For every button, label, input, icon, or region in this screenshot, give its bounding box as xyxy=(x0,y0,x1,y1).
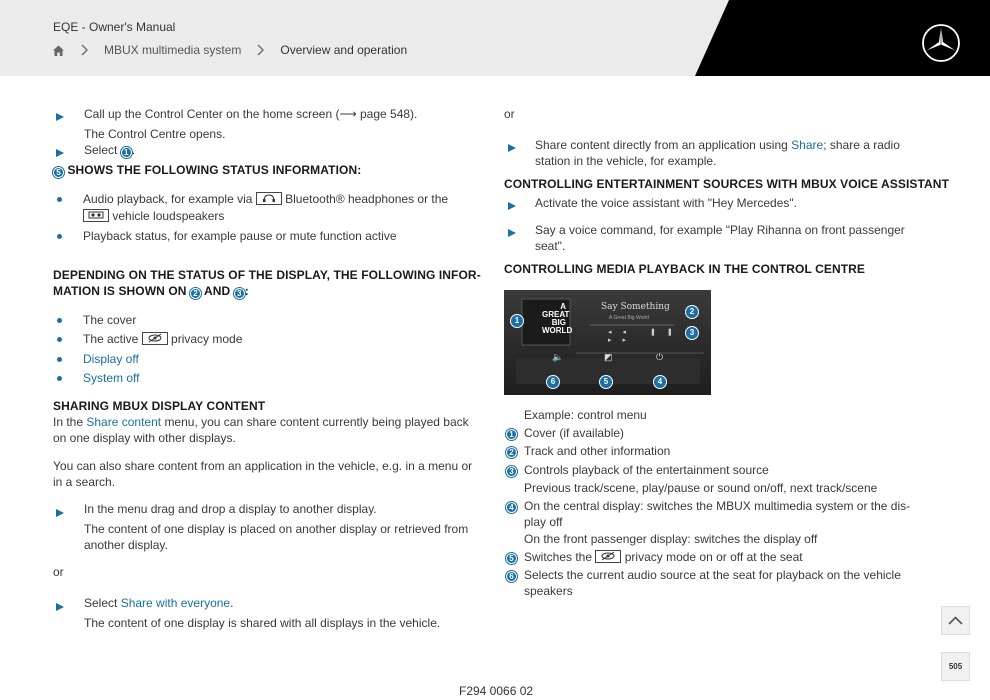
system-off-link[interactable]: System off xyxy=(83,371,140,385)
bullet-text: The cover xyxy=(83,313,137,327)
step-text: Select Share with everyone. xyxy=(84,596,234,610)
step-text: Activate the voice assistant with "Hey Mercedes". xyxy=(535,196,797,210)
bullet-dot xyxy=(57,357,62,362)
vehicle-loudspeakers-icon xyxy=(83,209,109,222)
section-heading: CONTROLLING ENTERTAINMENT SOURCES WITH MBUX VOICE ASSISTANT xyxy=(504,177,950,191)
step-arrow-icon xyxy=(56,600,64,608)
bullet-dot xyxy=(57,376,62,381)
callout-mark: 2 xyxy=(686,306,698,318)
callout-mark: 1 xyxy=(511,315,523,327)
step-text: Say a voice command, for example "Play Rihanna on front passenger xyxy=(535,223,905,237)
legend-badge: 3 xyxy=(506,466,517,477)
callout-badge: 5 xyxy=(53,167,64,178)
bullet-dot xyxy=(57,234,62,239)
or-separator: or xyxy=(53,565,64,579)
bullet-dot xyxy=(57,337,62,342)
callout-mark: 6 xyxy=(547,376,559,388)
callout-mark: 5 xyxy=(600,376,612,388)
callout-mark: 4 xyxy=(654,376,666,388)
step-result-continued: another display. xyxy=(84,538,168,552)
step-text: Select 1 . xyxy=(84,143,136,157)
legend-text: On the central display: switches the MBUX multimedia system or the dis- xyxy=(524,499,911,513)
legend-badge: 4 xyxy=(506,502,517,513)
breadcrumb-item-overview[interactable]: Overview and operation xyxy=(280,43,408,57)
bullet-text: Playback status, for example pause or mute function active xyxy=(83,229,397,243)
step-result: The content of one display is shared with all displays in the vehicle. xyxy=(84,616,441,630)
chevron-right-icon xyxy=(255,44,265,56)
legend-text: Selects the current audio source at the seat for playback on the vehicle xyxy=(524,568,901,582)
share-with-everyone-link[interactable]: Share with everyone xyxy=(120,596,231,610)
page-header xyxy=(0,0,990,76)
privacy-mode-icon xyxy=(595,550,621,563)
legend-text: Controls playback of the entertainment source xyxy=(524,463,769,477)
playback-controls: ◂◂ ❚❚ ▸▸ xyxy=(608,329,684,344)
chevron-up-icon xyxy=(942,607,969,634)
track-title: Say Something xyxy=(601,302,670,312)
legend-badge: 5 xyxy=(506,553,517,564)
section-heading: DEPENDING ON THE STATUS OF THE DISPLAY, THE FOLLOWING INFOR- xyxy=(53,268,481,282)
track-artist: A Great Big World xyxy=(609,315,649,321)
document-title: EQE - Owner's Manual xyxy=(53,20,176,34)
step-text-continued: station in the vehicle, for example. xyxy=(535,154,717,168)
bullet-dot xyxy=(57,197,62,202)
paragraph-continued: on one display with other displays. xyxy=(53,431,236,445)
step-text: In the menu drag and drop a display to another display. xyxy=(84,502,377,516)
share-link[interactable]: Share xyxy=(791,138,824,152)
display-off-link[interactable]: Display off xyxy=(83,352,139,366)
section-heading-continued: MATION IS SHOWN ON 2 AND 3 : xyxy=(53,284,249,298)
home-icon[interactable] xyxy=(52,44,65,57)
legend-text: Track and other information xyxy=(524,444,671,458)
step-arrow-icon xyxy=(508,141,516,149)
privacy-mode-icon: ◩ xyxy=(604,352,613,362)
callout-badge: 3 xyxy=(234,288,245,299)
share-content-link[interactable]: Share content xyxy=(86,415,162,429)
bullet-text-continued: vehicle loudspeakers xyxy=(83,209,224,223)
legend-text: Switches the privacy mode on or off at the seat xyxy=(524,550,803,564)
mercedes-star-logo xyxy=(921,23,961,63)
callout-badge: 1 xyxy=(121,147,132,158)
legend-badge: 2 xyxy=(506,447,517,458)
album-cover-text: A GREAT BIG WORLD xyxy=(542,302,573,335)
step-arrow-icon xyxy=(508,226,516,234)
step-arrow-icon xyxy=(56,506,64,514)
or-separator: or xyxy=(504,107,515,121)
bullet-text: Audio playback, for example via Bluetooth® headphones or the xyxy=(83,192,449,206)
legend-text: Cover (if available) xyxy=(524,426,625,440)
legend-text: Previous track/scene, play/pause or sound on/off, next track/scene xyxy=(524,481,878,495)
privacy-mode-icon xyxy=(142,332,168,345)
legend-badge: 1 xyxy=(506,429,517,440)
paragraph: You can also share content from an application in the vehicle, e.g. in a menu or xyxy=(53,459,473,473)
step-arrow-icon xyxy=(508,199,516,207)
paragraph: In the Share content menu, you can share content currently being played back xyxy=(53,415,469,429)
power-icon: ⏻ xyxy=(656,352,664,362)
bullet-dot xyxy=(57,318,62,323)
step-text-continued: seat". xyxy=(535,239,566,253)
bluetooth-headphones-icon xyxy=(256,192,282,205)
legend-text: On the front passenger display: switches the display off xyxy=(524,532,818,546)
step-arrow-icon xyxy=(56,146,64,154)
step-arrow-icon xyxy=(56,110,64,118)
section-heading: SHARING MBUX DISPLAY CONTENT xyxy=(53,399,266,413)
chevron-right-icon xyxy=(79,44,89,56)
page-number-badge[interactable]: 505 xyxy=(941,652,970,681)
legend-badge: 6 xyxy=(506,571,517,582)
figure-code: F294 0066 02 xyxy=(459,684,534,698)
scroll-to-top-button[interactable] xyxy=(941,606,970,635)
step-result: The content of one display is placed on another display or retrieved from xyxy=(84,522,469,536)
breadcrumb xyxy=(52,42,407,58)
bullet-text: The active privacy mode xyxy=(83,332,243,346)
audio-source-icon: 🔈 xyxy=(552,352,564,362)
control-menu-illustration xyxy=(504,290,711,395)
step-text: Call up the Control Center on the home screen (⟶ page 548). xyxy=(84,107,418,121)
legend-text-continued: play off xyxy=(524,515,563,529)
callout-badge: 2 xyxy=(190,288,201,299)
figure-caption: Example: control menu xyxy=(524,408,647,422)
step-text: Share content directly from an application using Share; share a radio xyxy=(535,138,900,152)
section-heading: CONTROLLING MEDIA PLAYBACK IN THE CONTROL CENTRE xyxy=(504,262,866,276)
step-result: The Control Centre opens. xyxy=(84,127,226,141)
breadcrumb-item-mbux[interactable]: MBUX multimedia system xyxy=(104,43,242,57)
paragraph-continued: in a search. xyxy=(53,475,116,489)
legend-text-continued: speakers xyxy=(524,584,573,598)
section-heading: 5 SHOWS THE FOLLOWING STATUS INFORMATION: xyxy=(53,163,361,178)
callout-mark: 3 xyxy=(686,327,698,339)
